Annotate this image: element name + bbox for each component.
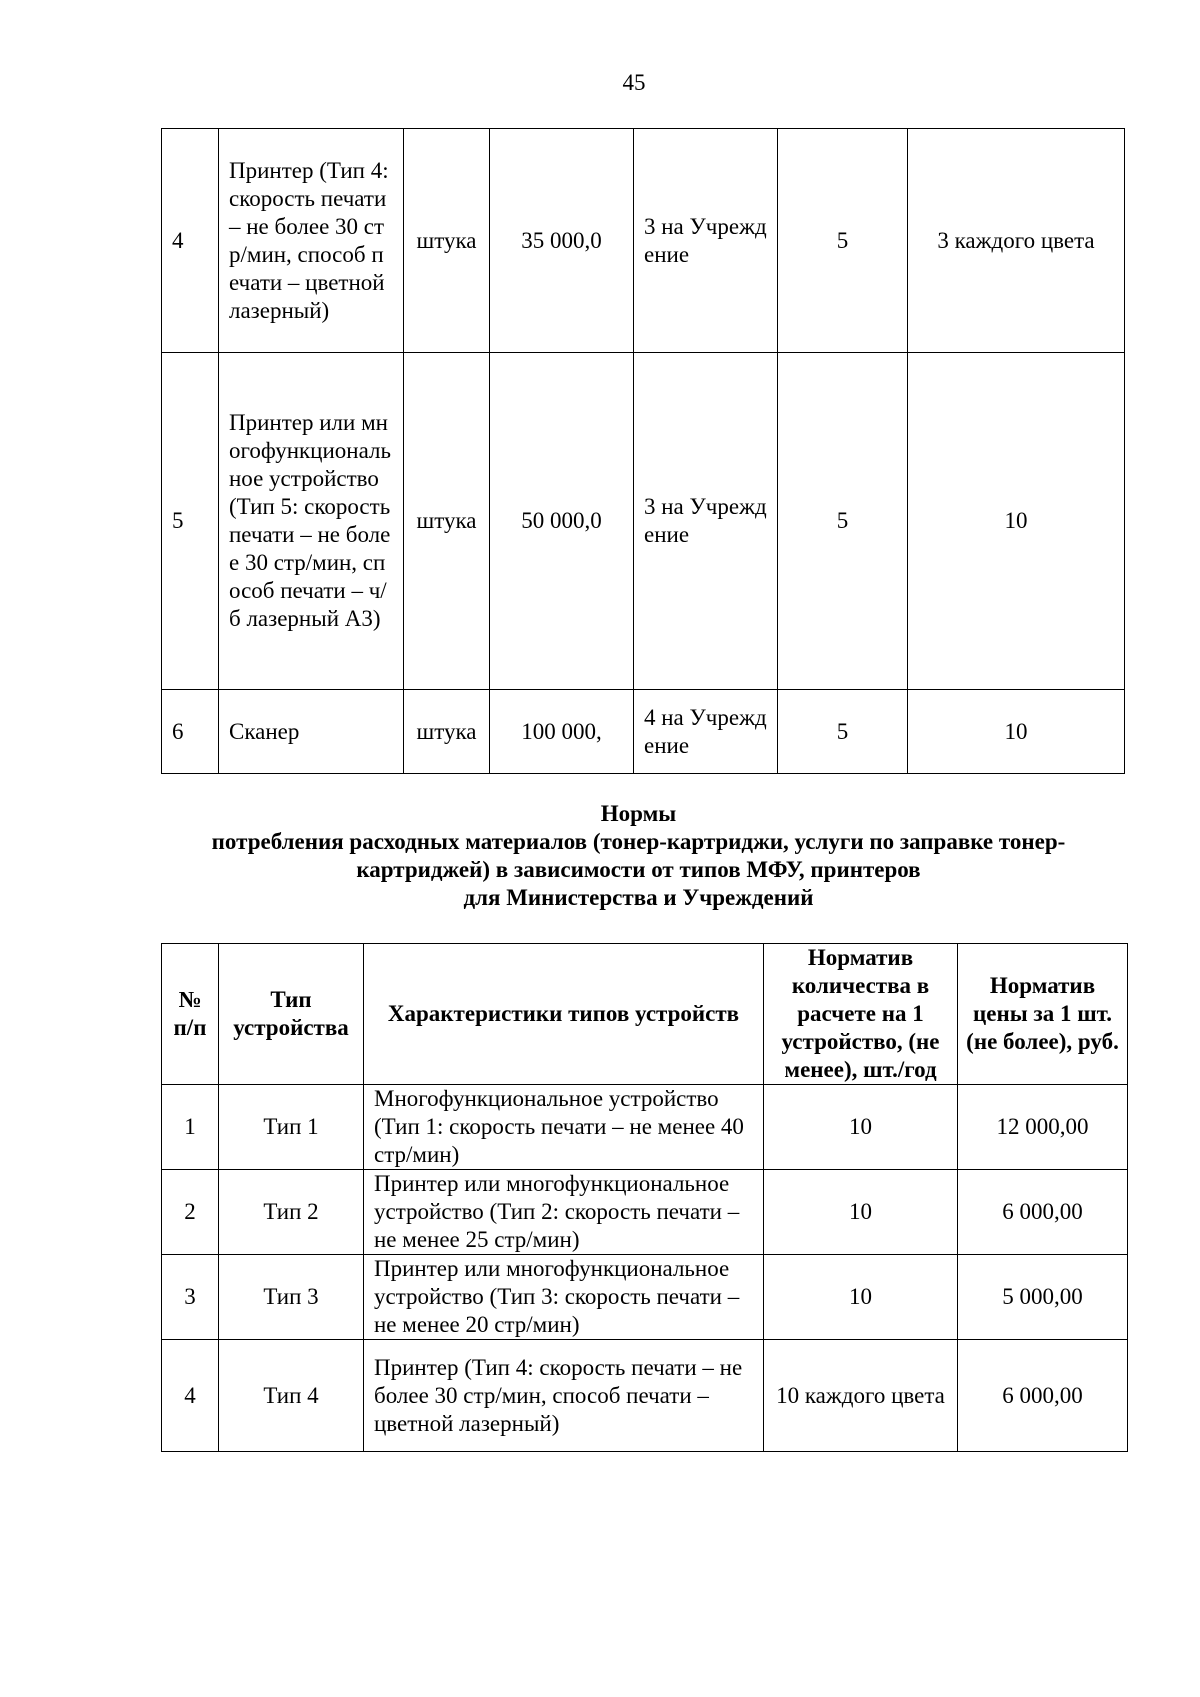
price: 50 000,0 <box>490 353 634 690</box>
quantity: 4 на Учреждение <box>634 690 778 774</box>
quantity: 3 на Учреждение <box>634 129 778 353</box>
heading-line: потребления расходных материалов (тонер-картриджи, услуги по заправке тонер- <box>211 829 1066 854</box>
row-number: 3 <box>162 1255 219 1340</box>
table-row <box>162 1340 1128 1452</box>
table-row <box>162 353 1125 690</box>
consumables: 10 <box>908 690 1125 774</box>
quantity: 3 на Учреждение <box>634 353 778 690</box>
device-name: Принтер или многофункциональное устройство (Тип 5: скорость печати – не более 30 стр/мин, способ печати – ч/б лазерный А3) <box>219 353 404 690</box>
unit: штука <box>404 690 490 774</box>
quantity-norm: 10 каждого цвета <box>764 1340 958 1452</box>
header-quantity-norm: Норматив количества в расчете на 1 устройство, (не менее), шт./год <box>764 944 958 1085</box>
section-heading <box>161 800 1116 912</box>
heading-title: Нормы <box>600 801 677 826</box>
device-type: Тип 3 <box>219 1255 364 1340</box>
table-row <box>162 1255 1128 1340</box>
quantity-norm: 10 <box>764 1170 958 1255</box>
characteristics: Многофункциональное устройство (Тип 1: скорость печати – не менее 40 стр/мин) <box>364 1085 764 1170</box>
service-years: 5 <box>778 690 908 774</box>
price-norm: 12 000,00 <box>958 1085 1128 1170</box>
consumables: 10 <box>908 353 1125 690</box>
table-row <box>162 690 1125 774</box>
quantity-norm: 10 <box>764 1085 958 1170</box>
header-type: Тип устройства <box>219 944 364 1085</box>
header-price-norm: Норматив цены за 1 шт. (не более), руб. <box>958 944 1128 1085</box>
price: 100 000, <box>490 690 634 774</box>
price-norm: 6 000,00 <box>958 1340 1128 1452</box>
service-years: 5 <box>778 129 908 353</box>
unit: штука <box>404 129 490 353</box>
equipment-table <box>161 128 1125 774</box>
row-number: 4 <box>162 1340 219 1452</box>
device-type: Тип 2 <box>219 1170 364 1255</box>
price: 35 000,0 <box>490 129 634 353</box>
device-type: Тип 4 <box>219 1340 364 1452</box>
price-norm: 5 000,00 <box>958 1255 1128 1340</box>
consumables: 3 каждого цвета <box>908 129 1125 353</box>
table-row <box>162 129 1125 353</box>
characteristics: Принтер (Тип 4: скорость печати – не более 30 стр/мин, способ печати – цветной лазерный) <box>364 1340 764 1452</box>
table-row <box>162 1170 1128 1255</box>
quantity-norm: 10 <box>764 1255 958 1340</box>
unit: штука <box>404 353 490 690</box>
characteristics: Принтер или многофункциональное устройство (Тип 2: скорость печати – не менее 25 стр/мин) <box>364 1170 764 1255</box>
header-characteristics: Характеристики типов устройств <box>364 944 764 1085</box>
characteristics: Принтер или многофункциональное устройство (Тип 3: скорость печати – не менее 20 стр/мин) <box>364 1255 764 1340</box>
header-number: № п/п <box>162 944 219 1085</box>
table-row <box>162 1085 1128 1170</box>
row-number: 6 <box>162 690 219 774</box>
service-years: 5 <box>778 353 908 690</box>
heading-line: картриджей) в зависимости от типов МФУ, принтеров <box>356 857 921 882</box>
row-number: 5 <box>162 353 219 690</box>
page-number: 45 <box>622 70 646 95</box>
row-number: 1 <box>162 1085 219 1170</box>
device-type: Тип 1 <box>219 1085 364 1170</box>
consumables-norms-table <box>161 943 1128 1452</box>
device-name: Принтер (Тип 4: скорость печати – не более 30 стр/мин, способ печати – цветной лазерный) <box>219 129 404 353</box>
table-header-row <box>162 944 1128 1085</box>
row-number: 2 <box>162 1170 219 1255</box>
device-name: Сканер <box>219 690 404 774</box>
row-number: 4 <box>162 129 219 353</box>
heading-line: для Министерства и Учреждений <box>463 885 814 910</box>
price-norm: 6 000,00 <box>958 1170 1128 1255</box>
